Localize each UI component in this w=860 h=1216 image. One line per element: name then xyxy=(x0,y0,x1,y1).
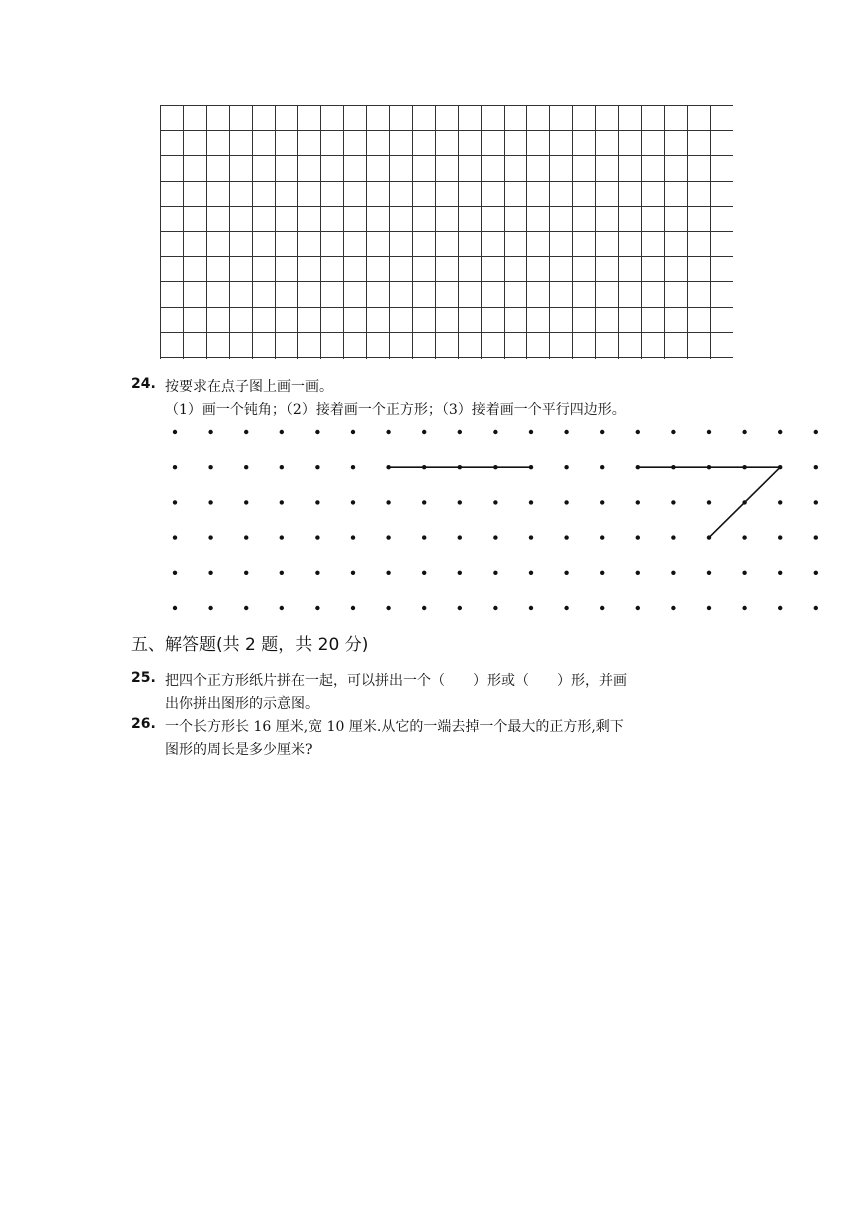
grid-dot xyxy=(636,430,640,434)
grid-dot xyxy=(173,500,177,504)
grid-dot xyxy=(742,465,746,469)
grid-dot xyxy=(707,465,711,469)
question-24-title: 按要求在点子图上画一画。 xyxy=(165,379,333,395)
grid-dot xyxy=(208,465,212,469)
grid-dot xyxy=(280,606,284,610)
section-5-title: 五、解答题(共 2 题，共 20 分) xyxy=(131,635,369,655)
grid-dot xyxy=(458,430,462,434)
grid-dot xyxy=(244,535,248,539)
grid-dot xyxy=(707,500,711,504)
grid-dot xyxy=(636,606,640,610)
grid-dot xyxy=(707,606,711,610)
grid-dot xyxy=(600,430,604,434)
grid-dot xyxy=(493,430,497,434)
grid-dot xyxy=(529,500,533,504)
grid-dot xyxy=(458,606,462,610)
grid-dot xyxy=(742,535,746,539)
grid-dot xyxy=(600,500,604,504)
grid-dot xyxy=(671,465,675,469)
grid-dot xyxy=(778,535,782,539)
grid-dot xyxy=(458,571,462,575)
grid-dot xyxy=(600,465,604,469)
grid-dot xyxy=(671,500,675,504)
grid-dot xyxy=(386,500,390,504)
grid-dot xyxy=(529,465,533,469)
grid-dot xyxy=(173,430,177,434)
grid-dot xyxy=(493,465,497,469)
grid-dot xyxy=(707,535,711,539)
grid-dot xyxy=(778,465,782,469)
grid-dot xyxy=(422,500,426,504)
question-25-line-2: 出你拼出图形的示意图。 xyxy=(165,696,319,712)
grid-dot xyxy=(636,535,640,539)
grid-dot xyxy=(386,571,390,575)
grid-dot xyxy=(600,535,604,539)
grid-dot xyxy=(529,571,533,575)
grid-dot xyxy=(564,500,568,504)
grid-dot xyxy=(564,535,568,539)
grid-dot xyxy=(564,465,568,469)
grid-dot xyxy=(315,571,319,575)
grid-dot xyxy=(208,606,212,610)
grid-dot xyxy=(173,571,177,575)
grid-dot xyxy=(386,430,390,434)
grid-dot xyxy=(671,430,675,434)
grid-dot xyxy=(351,535,355,539)
square-grid xyxy=(160,105,733,359)
grid-dot xyxy=(280,430,284,434)
grid-dot xyxy=(386,606,390,610)
grid-dot xyxy=(386,465,390,469)
grid-dot xyxy=(280,535,284,539)
grid-dot xyxy=(315,606,319,610)
grid-dot xyxy=(244,430,248,434)
grid-dot xyxy=(458,465,462,469)
grid-dot xyxy=(814,606,818,610)
grid-dot xyxy=(529,535,533,539)
grid-dot xyxy=(280,500,284,504)
grid-dot xyxy=(315,535,319,539)
grid-dot xyxy=(493,571,497,575)
grid-dot xyxy=(351,430,355,434)
grid-dot xyxy=(636,571,640,575)
grid-dot xyxy=(422,465,426,469)
grid-dot xyxy=(351,500,355,504)
grid-dot xyxy=(778,606,782,610)
grid-dot xyxy=(814,571,818,575)
grid-dot xyxy=(814,500,818,504)
question-24-instruction: （1）画一个钝角；（2）接着画一个正方形；（3）接着画一个平行四边形。 xyxy=(165,402,626,418)
grid-dot xyxy=(351,571,355,575)
grid-dot xyxy=(778,430,782,434)
grid-dot xyxy=(636,465,640,469)
grid-dot xyxy=(742,606,746,610)
grid-dot xyxy=(600,606,604,610)
grid-dot xyxy=(493,606,497,610)
question-26-number: 26. xyxy=(131,716,156,732)
grid-dot xyxy=(422,430,426,434)
grid-dot xyxy=(814,430,818,434)
grid-dot xyxy=(814,535,818,539)
grid-dot xyxy=(671,606,675,610)
grid-dot xyxy=(208,500,212,504)
grid-dot xyxy=(315,430,319,434)
grid-dot xyxy=(493,500,497,504)
grid-dot xyxy=(244,500,248,504)
grid-dot xyxy=(208,430,212,434)
grid-dot xyxy=(208,535,212,539)
grid-dot xyxy=(458,535,462,539)
grid-dot xyxy=(280,465,284,469)
question-26-line-2: 图形的周长是多少厘米? xyxy=(165,742,313,758)
dot-grid-drawing xyxy=(160,420,860,620)
grid-dot xyxy=(671,535,675,539)
grid-dot xyxy=(173,535,177,539)
grid-dot xyxy=(244,606,248,610)
question-25-line-1: 把四个正方形纸片拼在一起，可以拼出一个（ ）形或（ ）形，并画 xyxy=(165,673,627,689)
grid-dot xyxy=(742,430,746,434)
grid-dot xyxy=(529,606,533,610)
grid-dot xyxy=(778,500,782,504)
grid-dot xyxy=(351,606,355,610)
question-24-number: 24. xyxy=(131,376,156,392)
grid-dot xyxy=(636,500,640,504)
grid-dot xyxy=(315,465,319,469)
grid-dot xyxy=(280,571,284,575)
grid-dot xyxy=(315,500,319,504)
square-grid-lines xyxy=(160,105,733,359)
grid-dot xyxy=(707,430,711,434)
grid-dot xyxy=(778,571,782,575)
grid-dot xyxy=(208,571,212,575)
grid-dot xyxy=(458,500,462,504)
grid-dot xyxy=(742,571,746,575)
grid-dot xyxy=(386,535,390,539)
grid-dot xyxy=(564,430,568,434)
grid-dot xyxy=(564,571,568,575)
grid-dot xyxy=(707,571,711,575)
grid-dot xyxy=(671,571,675,575)
grid-dot xyxy=(173,465,177,469)
grid-dot xyxy=(244,465,248,469)
grid-dot xyxy=(422,606,426,610)
grid-dot xyxy=(493,535,497,539)
grid-dot xyxy=(600,571,604,575)
grid-dot xyxy=(173,606,177,610)
grid-dot xyxy=(742,500,746,504)
dot-grid xyxy=(160,420,860,620)
grid-dot xyxy=(529,430,533,434)
grid-dot xyxy=(814,465,818,469)
grid-dot xyxy=(564,606,568,610)
grid-dot xyxy=(244,571,248,575)
grid-dot xyxy=(422,571,426,575)
question-26-line-1: 一个长方形长 16 厘米,宽 10 厘米.从它的一端去掉一个最大的正方形,剩下 xyxy=(165,719,624,735)
question-25-number: 25. xyxy=(131,670,156,686)
grid-dot xyxy=(351,465,355,469)
grid-dot xyxy=(422,535,426,539)
